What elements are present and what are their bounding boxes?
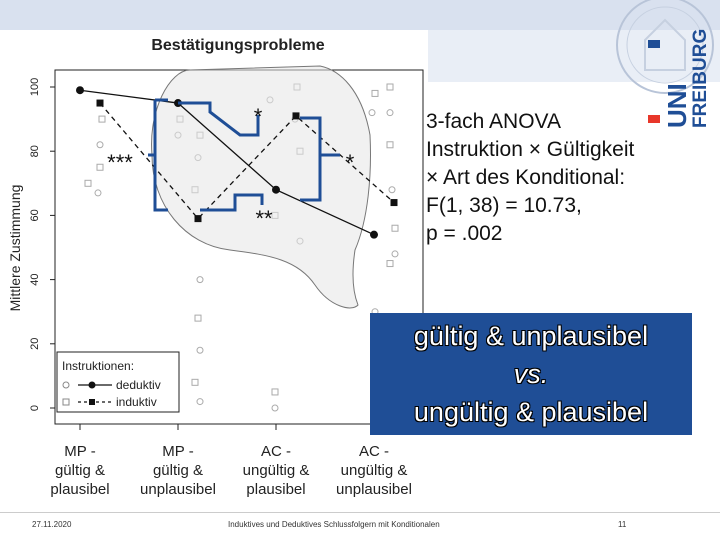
- y-tick-label: 20: [29, 337, 41, 350]
- legend-title: Instruktionen:: [62, 359, 135, 373]
- notes-line-1: 3-fach ANOVA: [426, 110, 562, 133]
- x-tick-label: unplausibel: [336, 481, 412, 498]
- significance-label: *: [345, 150, 355, 175]
- logo-freiburg: FREIBURG: [690, 28, 711, 128]
- x-tick-label: ungültig &: [242, 462, 310, 479]
- x-tick-label: MP -: [64, 443, 96, 460]
- legend: [57, 352, 179, 412]
- x-tick-label: AC -: [359, 443, 389, 460]
- y-tick-label: 40: [29, 273, 41, 286]
- x-tick-label: gültig &: [152, 462, 204, 479]
- footer-title: Induktives und Deduktives Schlussfolgern mit Konditionalen: [228, 520, 440, 529]
- y-axis-label: Mittlere Zustimmung: [7, 184, 23, 312]
- y-tick-label: 0: [29, 404, 41, 412]
- legend-label-induktiv: induktiv: [116, 395, 157, 409]
- y-tick-label: 80: [29, 145, 41, 158]
- x-tick-label: plausibel: [246, 481, 306, 498]
- x-tick-label: ungültig &: [340, 462, 408, 479]
- notes-line-4: F(1, 38) = 10.73,: [426, 194, 582, 217]
- data-point-induktiv: [293, 112, 300, 119]
- significance-label: ***: [107, 150, 133, 175]
- y-tick-label: 60: [29, 209, 41, 222]
- data-point-deduktiv: [272, 186, 280, 194]
- significance-label: **: [255, 206, 273, 231]
- data-point-deduktiv: [76, 86, 84, 94]
- legend-marker-deduktiv: [89, 382, 96, 389]
- legend-label-deduktiv: deduktiv: [116, 378, 161, 392]
- legend-marker-induktiv: [89, 399, 95, 405]
- footer-page: 11: [618, 520, 627, 529]
- x-tick-label: plausibel: [50, 481, 110, 498]
- logo-uni: UNI: [662, 83, 692, 128]
- footer-date: 27.11.2020: [32, 520, 72, 529]
- x-tick-label: MP -: [162, 443, 194, 460]
- x-tick-label: AC -: [261, 443, 291, 460]
- data-point-induktiv: [97, 100, 104, 107]
- significance-label: *: [253, 104, 263, 129]
- x-tick-label: unplausibel: [140, 481, 216, 498]
- chart-title: Bestätigungsprobleme: [151, 37, 325, 54]
- data-point-induktiv: [391, 199, 398, 206]
- highlight-line-3: ungültig & plausibel: [413, 397, 649, 427]
- notes-line-2: Instruktion × Gültigkeit: [426, 138, 635, 161]
- data-point-induktiv: [195, 215, 202, 222]
- notes-line-3: × Art des Konditional:: [426, 166, 626, 189]
- data-point-deduktiv: [370, 231, 378, 239]
- notes-line-5: p = .002: [426, 222, 503, 245]
- highlight-line-1: gültig & unplausibel: [413, 321, 649, 351]
- anova-notes: [426, 108, 716, 248]
- x-tick-label: gültig &: [54, 462, 106, 479]
- footer-rule: [0, 512, 720, 513]
- y-tick-label: 100: [29, 77, 41, 97]
- highlight-line-2: vs.: [513, 359, 549, 389]
